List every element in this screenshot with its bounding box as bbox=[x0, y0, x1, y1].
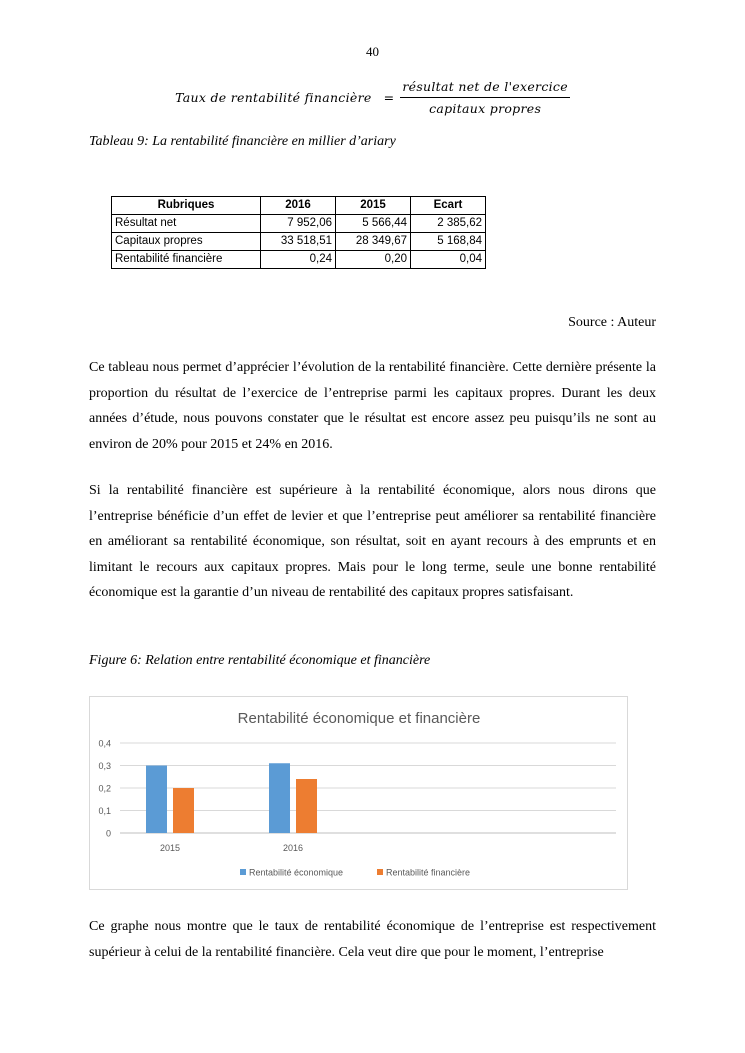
table-cell: 2 385,62 bbox=[411, 215, 486, 233]
chart-bar bbox=[296, 779, 317, 833]
formula-fraction bbox=[400, 79, 570, 116]
page-number: 40 bbox=[366, 44, 379, 59]
chart-x-tick-label: 2016 bbox=[282, 843, 304, 853]
table-cell: Rentabilité financière bbox=[112, 251, 261, 269]
chart-bar bbox=[146, 766, 167, 834]
table-header-cell: Ecart bbox=[411, 197, 486, 215]
table-row bbox=[112, 251, 486, 269]
formula-lhs: Taux de rentabilité financière bbox=[175, 90, 372, 105]
table-cell: 0,24 bbox=[261, 251, 336, 269]
chart-legend-label: Rentabilité économique bbox=[249, 867, 344, 878]
paragraph-2: Si la rentabilité financière est supérieure à la rentabilité économique, alors nous dirons que l’entreprise bénéficie d’un effet de levier et que l’entreprise peut améliorer sa rentabilité financière en améliorant sa rentabilité économique, son résultat, soit en ayant recours à des emprunts et en limitant le recours aux capitaux propres. Mais pour le long terme, seule une bonne rentabilité économique est la garantie d’un niveau de rentabilité des capitaux propres satisfaisant. bbox=[89, 483, 656, 600]
table-caption: Tableau 9: La rentabilité financière en millier d’ariary bbox=[89, 134, 396, 149]
table-header-row bbox=[112, 197, 486, 215]
table-header-cell: Rubriques bbox=[112, 197, 261, 215]
paragraph-3: Ce graphe nous montre que le taux de rentabilité économique de l’entreprise est respectivement supérieur à celui de la rentabilité financière. Cela veut dire que pour le moment, l’entreprise bbox=[89, 919, 656, 960]
profitability-table bbox=[111, 196, 486, 269]
formula bbox=[0, 79, 745, 116]
chart-y-tick-label: 0,3 bbox=[98, 761, 111, 771]
chart-legend-swatch bbox=[377, 869, 383, 875]
chart-x-tick-label: 2015 bbox=[159, 843, 181, 853]
figure-caption: Figure 6: Relation entre rentabilité économique et financière bbox=[89, 653, 431, 668]
chart-y-tick-label: 0,2 bbox=[98, 783, 111, 794]
table-source: Source : Auteur bbox=[568, 315, 656, 330]
formula-equals: = bbox=[383, 90, 395, 105]
paragraph-1: Ce tableau nous permet d’apprécier l’évolution de la rentabilité financière. Cette dernière présente la proportion du résultat de l’exercice de l’entreprise parmi les capitaux propres. Durant les deux années d’étude, nous pouvons constater que le résultat est encore assez peu puisqu’ils ne sont au environ de 20% pour 2015 et 24% en 2016. bbox=[89, 360, 656, 452]
chart-container bbox=[89, 696, 628, 890]
table-cell: Capitaux propres bbox=[112, 233, 261, 251]
table-row bbox=[112, 233, 486, 251]
table-cell: Résultat net bbox=[112, 215, 261, 233]
chart-bar bbox=[269, 763, 290, 833]
table-row bbox=[112, 215, 486, 233]
table-cell: 5 168,84 bbox=[411, 233, 486, 251]
bar-chart bbox=[90, 697, 627, 889]
table-cell: 7 952,06 bbox=[261, 215, 336, 233]
chart-legend-label: Rentabilité financière bbox=[386, 867, 471, 878]
chart-title: Rentabilité économique et financière bbox=[237, 710, 481, 727]
table-header-cell: 2015 bbox=[336, 197, 411, 215]
table-cell: 28 349,67 bbox=[336, 233, 411, 251]
chart-legend-swatch bbox=[240, 869, 246, 875]
formula-denominator: capitaux propres bbox=[429, 101, 542, 116]
chart-y-tick-label: 0 bbox=[105, 828, 111, 839]
formula-numerator: résultat net de l'exercice bbox=[400, 79, 570, 98]
table-cell: 0,04 bbox=[411, 251, 486, 269]
table-cell: 33 518,51 bbox=[261, 233, 336, 251]
table-cell: 5 566,44 bbox=[336, 215, 411, 233]
chart-y-tick-label: 0,4 bbox=[98, 738, 111, 749]
table-cell: 0,20 bbox=[336, 251, 411, 269]
table-header-cell: 2016 bbox=[261, 197, 336, 215]
chart-bar bbox=[173, 788, 194, 833]
chart-y-tick-label: 0,1 bbox=[98, 806, 111, 816]
